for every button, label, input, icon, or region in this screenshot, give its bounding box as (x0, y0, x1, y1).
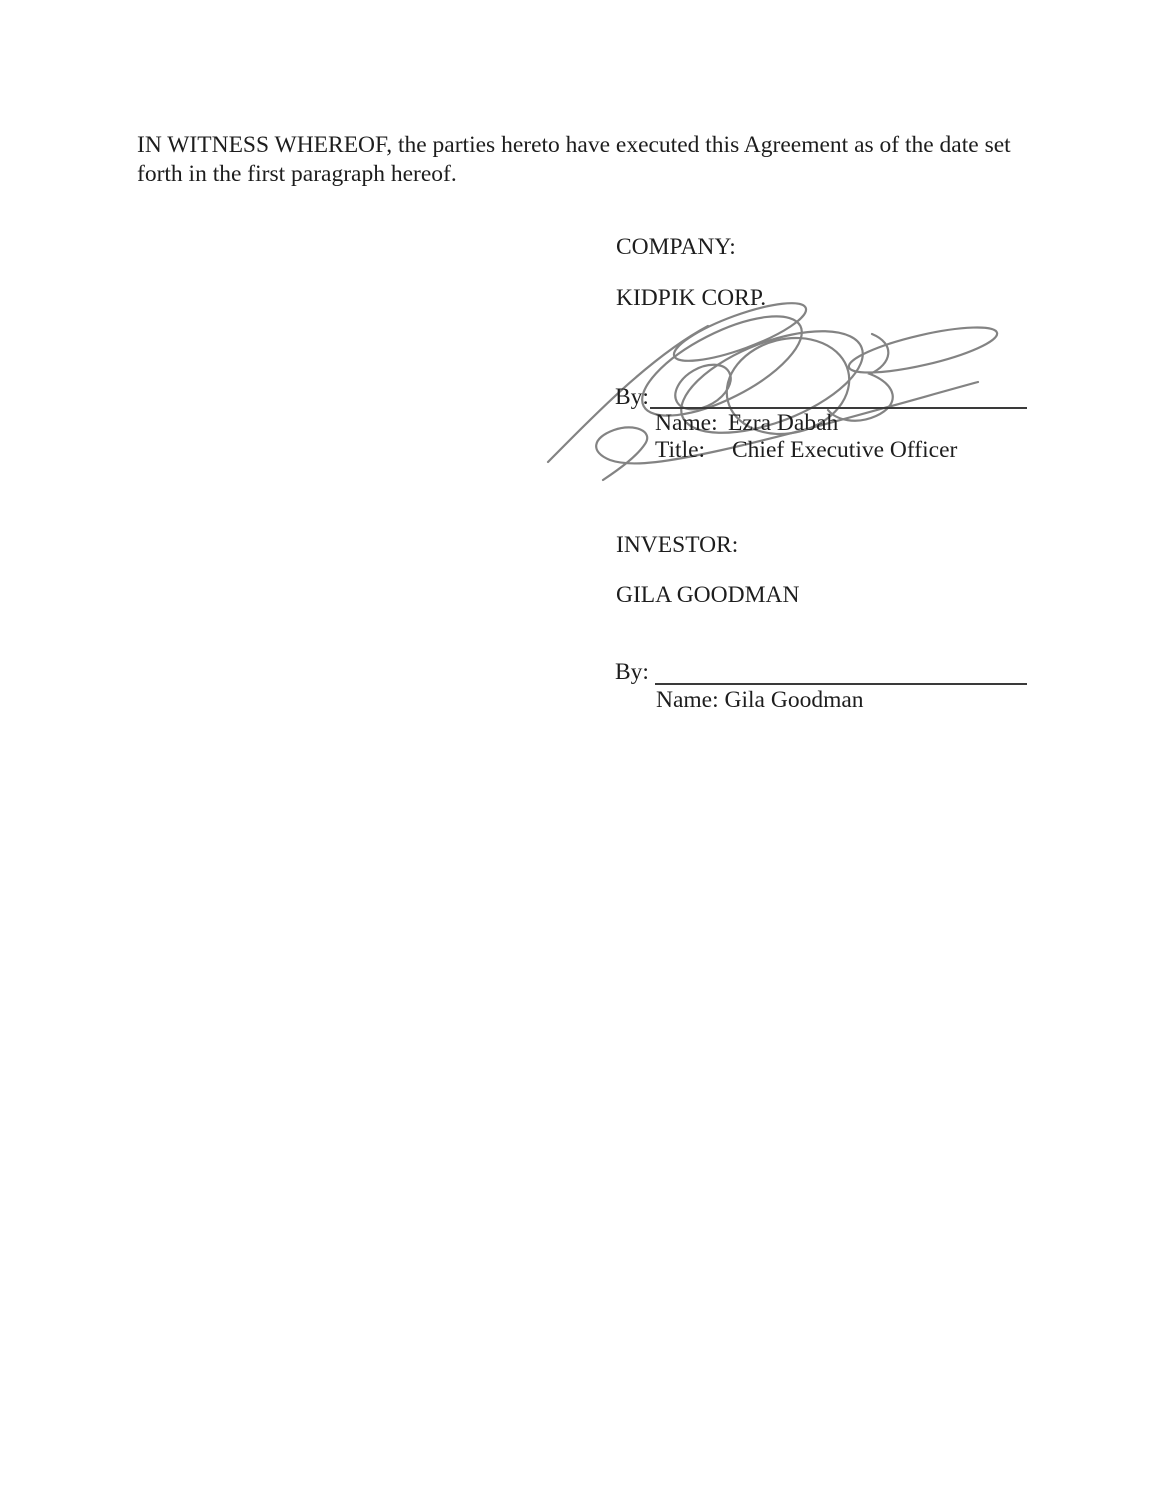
company-heading: COMPANY: (616, 234, 736, 260)
investor-heading: INVESTOR: (616, 532, 739, 558)
company-entity-name: KIDPIK CORP. (616, 285, 767, 311)
investor-by-label: By: (615, 659, 649, 685)
company-signer-title: Chief Executive Officer (732, 437, 958, 463)
company-signer-name: Ezra Dabah (728, 410, 839, 436)
company-by-label: By: (615, 384, 649, 410)
company-title-row (655, 436, 957, 464)
witness-clause-line-2: forth in the first paragraph hereof. (137, 161, 457, 187)
company-signature-line (650, 383, 1027, 409)
company-name-label: Name: (655, 410, 718, 436)
signature-loop (846, 318, 1001, 381)
company-title-label: Title: (655, 437, 706, 463)
investor-name-line: Name: Gila Goodman (656, 687, 864, 713)
company-name-row (655, 409, 838, 437)
witness-clause (137, 131, 1037, 189)
investor-entity-name: GILA GOODMAN (616, 582, 800, 608)
witness-clause-line-1: IN WITNESS WHEREOF, the parties hereto have executed this Agreement as of the date set (137, 132, 1011, 158)
investor-signature-line (655, 659, 1027, 685)
